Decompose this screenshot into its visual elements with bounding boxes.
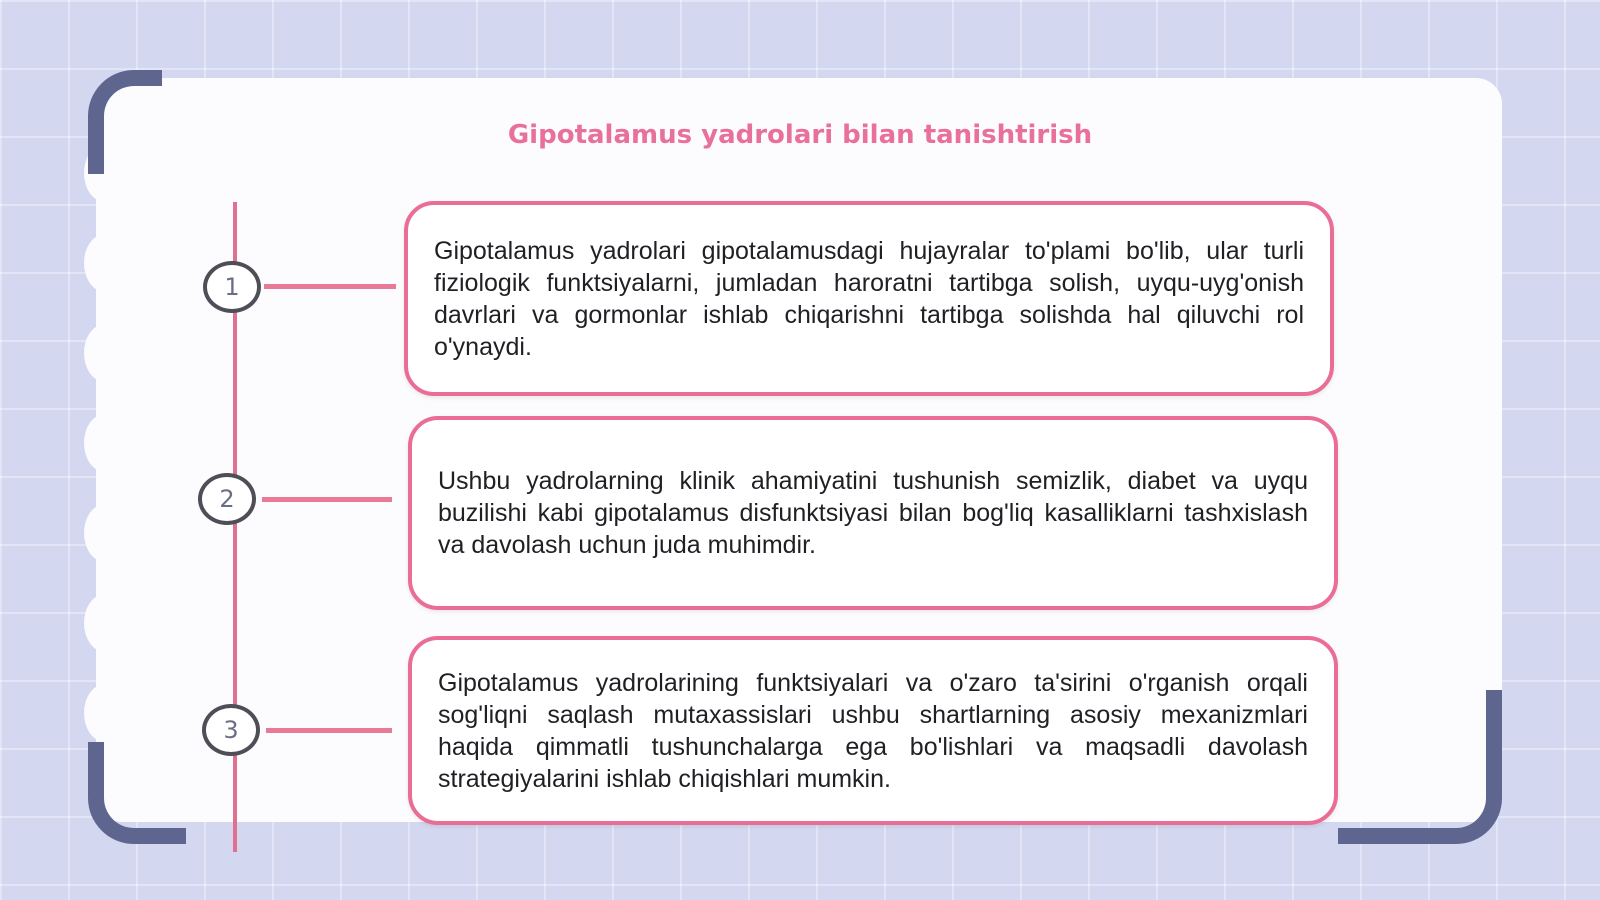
step-text-3: Gipotalamus yadrolarining funktsiyalari va o'zaro ta'sirini o'rganish orqali sog'liqni saqlash mutaxassislari ushbu shartlarning asosiy mexanizmlari haqida qimmatli tushunchalarga ega bo'lishlari va maqsadli davolash strategiyalarini ishlab chiqishlari mumkin. (438, 668, 1308, 793)
step-card-3 (408, 636, 1338, 825)
slide-title: Gipotalamus yadrolari bilan tanishtirish (507, 120, 1093, 150)
paper-scallop (84, 234, 126, 292)
paper-scallop (84, 414, 126, 472)
step-number-1: 1 (203, 261, 261, 313)
paper-scallop (84, 594, 126, 652)
timeline-connector (266, 728, 392, 733)
step-number-2: 2 (198, 473, 256, 525)
step-text-2: Ushbu yadrolarning klinik ahamiyatini tushunish semizlik, diabet va uyqu buzilishi kabi gipotalamus disfunktsiyasi bilan bog'liq kasalliklarni tashxislash va davolash uchun juda muhimdir. (438, 467, 1308, 559)
corner-bracket-bottom-right (1338, 690, 1502, 844)
step-card-2 (408, 416, 1338, 610)
corner-bracket-bottom-left (88, 742, 186, 844)
paper-scallop (84, 684, 126, 742)
paper-scallop (84, 504, 126, 562)
step-text-1: Gipotalamus yadrolari gipotalamusdagi hujayralar to'plami bo'lib, ular turli fiziologik funktsiyalarni, jumladan haroratni tartibga solish, uyqu-uyg'onish davrlari va gormonlar ishlab chiqarishni tartibga solishda hal qiluvchi rol o'ynaydi. (434, 236, 1304, 361)
step-card-1 (404, 201, 1334, 396)
paper-scallop (84, 324, 126, 382)
step-number-3: 3 (202, 704, 260, 756)
timeline-connector (262, 497, 392, 502)
timeline-connector (264, 284, 396, 289)
